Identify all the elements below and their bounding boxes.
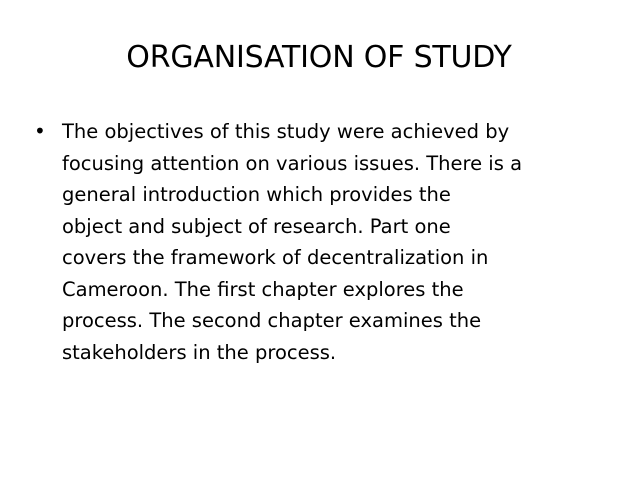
bullet-line-3: general introduction which provides the [62, 183, 451, 206]
slide-title: ORGANISATION OF STUDY [126, 40, 512, 75]
bullet-item [34, 116, 604, 368]
bullet-line-2: focusing attention on various issues. There is a [62, 151, 523, 175]
bullet-line-6: Cameroon. The first chapter explores the [62, 277, 464, 301]
bullet-line-4: object and subject of research. Part one [62, 214, 451, 238]
slide-body [34, 116, 604, 368]
bullet-line-1: The objectives of this study were achieved by [62, 120, 510, 143]
bullet-icon: • [34, 119, 46, 143]
bullet-line-5: covers the framework of decentralization in [62, 246, 489, 269]
bullet-line-7: process. The second chapter examines the [62, 309, 482, 332]
bullet-line-8: stakeholders in the process. [62, 340, 337, 364]
